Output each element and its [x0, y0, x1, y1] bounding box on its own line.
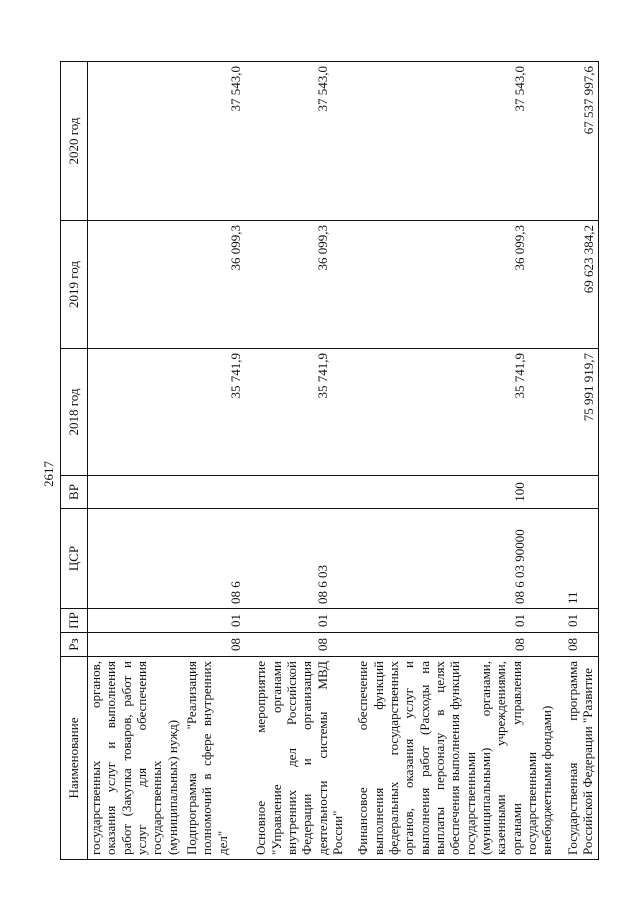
row-2020: 37 543,0	[347, 62, 556, 221]
budget-table	[60, 61, 599, 860]
table-row	[182, 62, 245, 860]
row-pr: 01	[245, 609, 347, 633]
row-vr	[245, 476, 347, 509]
row-csr: 08 6	[182, 509, 245, 609]
table-row	[245, 62, 347, 860]
row-vr	[88, 476, 182, 509]
row-name: Финансовое обеспечение выполнения функций федеральных государственных органов, оказания услуг и выполнения работ (Расходы на выплаты персоналу в целях обеспечения выполнения функций государственными (муниципальными) органами, казенными учреждениями, органами управления государственными внебюджетными фондами)	[347, 657, 556, 860]
budget-table-container	[60, 62, 640, 860]
row-2018	[88, 349, 182, 476]
row-name: Подпрограмма "Реализация полномочий в сфере внутренних дел"	[182, 657, 245, 860]
row-csr	[88, 509, 182, 609]
row-csr: 11	[557, 509, 599, 609]
header-name: Наименование	[61, 657, 88, 860]
row-csr: 08 6 03	[245, 509, 347, 609]
row-name: государственных органов, оказания услуг и выполнения работ (Закупка товаров, работ и услуг для обеспечения государственных (муниципальных) нужд)	[88, 657, 182, 860]
row-2019: 36 099,3	[182, 221, 245, 349]
row-2020	[88, 62, 182, 221]
row-pr	[88, 609, 182, 633]
header-rz: Рз	[61, 633, 88, 657]
table-body	[88, 62, 599, 860]
header-vr: ВР	[61, 476, 88, 509]
row-2020: 67 537 997,6	[557, 62, 599, 221]
row-pr: 01	[557, 609, 599, 633]
table-row	[557, 62, 599, 860]
header-2019: 2019 год	[61, 221, 88, 349]
row-name: Государственная программа Российской Федерации "Развитие	[557, 657, 599, 860]
table-header	[61, 62, 88, 860]
page-number	[37, 458, 61, 490]
header-2020: 2020 год	[61, 62, 88, 221]
row-rz	[88, 633, 182, 657]
row-2019: 36 099,3	[245, 221, 347, 349]
row-2019: 69 623 384,2	[557, 221, 599, 349]
row-2018: 35 741,9	[347, 349, 556, 476]
header-2018: 2018 год	[61, 349, 88, 476]
row-rz: 08	[182, 633, 245, 657]
row-2019	[88, 221, 182, 349]
row-rz: 08	[557, 633, 599, 657]
row-2020: 37 543,0	[245, 62, 347, 221]
row-vr: 100	[347, 476, 556, 509]
row-vr	[557, 476, 599, 509]
header-row	[61, 62, 88, 860]
header-csr: ЦСР	[61, 509, 88, 609]
row-pr: 01	[182, 609, 245, 633]
header-pr: ПР	[61, 609, 88, 633]
row-2018: 35 741,9	[245, 349, 347, 476]
page-number-text: 2617	[41, 461, 56, 487]
row-name: Основное мероприятие "Управление органами внутренних дел Российской Федерации и организация деятельности системы МВД России"	[245, 657, 347, 860]
row-2018: 35 741,9	[182, 349, 245, 476]
row-2020: 37 543,0	[182, 62, 245, 221]
row-vr	[182, 476, 245, 509]
row-2018: 75 991 919,7	[557, 349, 599, 476]
row-2019: 36 099,3	[347, 221, 556, 349]
table-row	[347, 62, 556, 860]
row-pr: 01	[347, 609, 556, 633]
row-rz: 08	[347, 633, 556, 657]
row-csr: 08 6 03 90000	[347, 509, 556, 609]
table-row	[88, 62, 182, 860]
row-rz: 08	[245, 633, 347, 657]
